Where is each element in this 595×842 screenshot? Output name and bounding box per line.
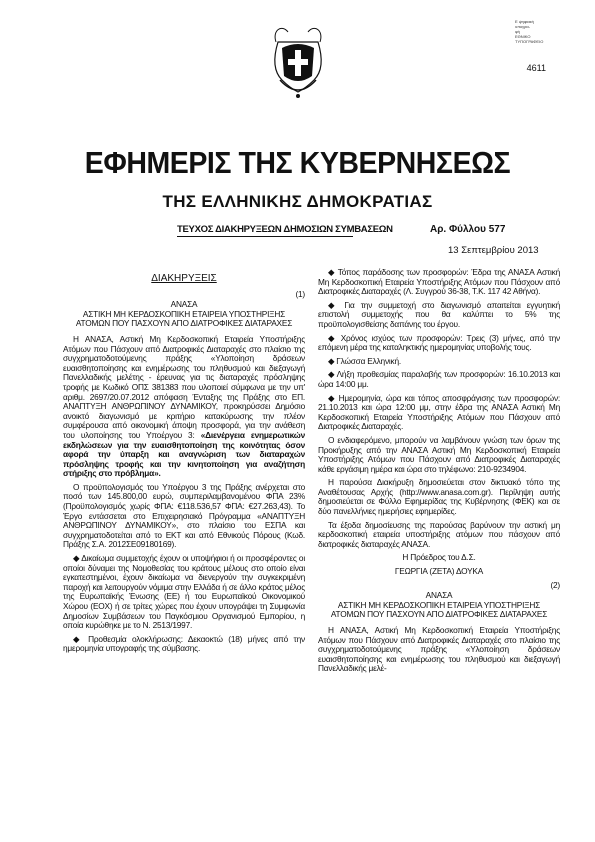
sheet-number: Αρ. Φύλλου 577 [430,224,506,235]
notice-number: (2) [550,579,560,590]
paragraph: Η ΑΝΑΣΑ, Αστική Μη Κερδοσκοπική Εταιρεία Υποστήριξης Ατόμων που Πάσχουν από Διατροφικές Διαταραχές στο πλαίσιο της συγχρηματοδοτούμενης πράξης «Υλοποίηση δράσεων ευαισθητοποίησης και ενημέρωσης του πληθυσμού και διεξαγωγή Πανελλαδικής μελέ- [318,625,560,674]
paragraph: ◆ Για την συμμετοχή στο διαγωνισμό απαιτείται εγγυητική επιστολή συμμετοχής που θα καλύπτει το 5% της προϋπολογισθείσης δαπάνης του έργου. [318,299,560,329]
issue-date: 13 Σεπτεμβρίου 2013 [448,245,539,256]
paragraph: ◆ Λήξη προθεσμίας παραλαβής των προσφορών: 16.10.2013 και ώρα 14:00 μμ. [318,369,560,389]
paragraph-text: Η ΑΝΑΣΑ, Αστική Μη Κερδοσκοπική Εταιρεία Υποστήριξης Ατόμων που Πάσχουν από Διατροφικές Διαταραχές στο πλαίσιο της συγχρηματοδοτούμενης πράξης «Υλοποίηση δράσεων ευαισθητοποίησης και ενημέρωσης του πληθυσμού και διεξαγωγή Πανελλαδικής μελέτης - έρευνας για τις διαταραχές πρόσληψης τροφής με Κωδικό ΟΠΣ 381383 που υλοποιεί σύμφωνα με την υπ' αριθμ. 2697/20.07.2012 απόφαση Ένταξης της Πράξης στο ΕΠ. ΑΝΑΠΤΥΞΗ ΑΝΘΡΩΠΙΝΟΥ ΔΥΝΑΜΙΚΟΥ, προκηρύσσει Δημόσιο ανοικτό διαγωνισμό με κριτήριο κατακύρωσης την πλέον συμφέρουσα από οικονομική άποψη προσφορά, για την ανάθεση του υλοποίησης του Υποέργου 3: [63,333,305,440]
paragraph: ◆ Προθεσμία ολοκλήρωσης: Δεκαοκτώ (18) μήνες από την ημερομηνία υπογραφής της σύμβασης. [63,633,305,654]
signature-name: ΓΕΩΡΓΙΑ (ΖΕΤΑ) ΔΟΥΚΑ [394,566,484,577]
org-name: ΑΝΑΣΑ [170,299,198,310]
signature-title: Η Πρόεδρος του Δ.Σ. [402,552,476,563]
org-fullname-1: ΑΣΤΙΚΗ ΜΗ ΚΕΡΔΟΣΚΟΠΙΚΗ ΕΤΑΙΡΕΙΑ ΥΠΟΣΤΗΡΙΞΗΣ [337,599,541,610]
left-column [63,268,305,658]
digital-signature-stamp [515,19,555,44]
paragraph: ◆ Γλώσσα Ελληνική. [328,355,402,366]
paragraph: ◆ Χρόνος ισχύος των προσφορών: Τρεις (3) μήνες, από την επόμενη μέρα της καταληκτικής ημερομηνίας υποβολής τους. [318,332,560,353]
stamp-line: ΕΘΝΙΚΟ [515,34,531,39]
series-underline [177,236,353,237]
page-number: 4611 [526,63,546,73]
section-heading: ΔΙΑΚΗΡΥΞΕΙΣ [151,273,217,284]
issue-series: ΤΕΥΧΟΣ ΔΙΑΚΗΡΥΞΕΩΝ ΔΗΜΟΣΙΩΝ ΣΥΜΒΑΣΕΩΝ [177,224,393,235]
stamp-line: φή [515,29,520,34]
paragraph: Ο προϋπολογισμός του Υποέργου 3 της Πράξης ανέρχεται στο ποσό των 145.800,00 ευρώ, συμπεριλαμβανομένου ΦΠΑ 23% (Προϋπολογισμός χωρίς ΦΠΑ: €118.536,57 ΦΠΑ: €27.263,43). Το Έργο εντάσσεται στο Επιχειρησιακό Πρόγραμμα «ΑΝΑΠΤΥΞΗ ΑΝΘΡΩΠΙΝΟΥ ΔΥΝΑΜΙΚΟΥ», στο πλαίσιο του ΕΣΠΑ και συγχρηματοδοτείται από το ΕΚΤ και από Εθνικούς Πόρους (Κωδ. Πράξης Σ.Α. 2012ΣΕ09180169). [63,481,305,550]
gazette-subtitle: ΤΗΣ ΕΛΛΗΝΙΚΗΣ ΔΗΜΟΚΡΑΤΙΑΣ [162,192,433,211]
paragraph: Ο ενδιαφερόμενο, μπορούν να λαμβάνουν γνώση των όρων της Προκήρυξης από την ΑΝΑΣΑ Αστική Μη Κερδοσκοπική Εταιρεία Υποστήριξης Ατόμων που Πάσχουν από Διατροφικές Διαταραχές κάθε εργάσιμη ημέρα και ώρα στο τηλέφωνο: 210-9234904. [318,434,560,474]
org-fullname-2: ΑΤΟΜΩΝ ΠΟΥ ΠΑΣΧΟΥΝ ΑΠΟ ΔΙΑΤΡΟΦΙΚΕΣ ΔΙΑΤΑΡΑΧΕΣ [330,609,548,620]
paragraph: ◆ Τόπος παράδοσης των προσφορών: Έδρα της ΑΝΑΣΑ Αστική Μη Κερδοσκοπική Εταιρεία Υποστήριξης Ατόμων που Πάσχουν από Διατροφικές Διαταραχές (Λ. Συγγρού 36-38, Τ.Κ. 117 42 Αθήνα). [318,267,560,297]
org-fullname-2: ΑΤΟΜΩΝ ΠΟΥ ΠΑΣΧΟΥΝ ΑΠΟ ΔΙΑΤΡΟΦΙΚΕΣ ΔΙΑΤΑΡΑΧΕΣ [75,318,293,329]
stamp-line: υπογρα- [515,24,531,29]
paragraph: Τα έξοδα δημοσίευσης της παρούσας βαρύνουν την αστική μη κερδοσκοπική εταιρεία υποστήριξης ατόμων που πάσχουν από διατροφικές διαταραχές ΑΝΑΣΑ. [318,519,560,549]
paragraph: Η παρούσα Διακήρυξη δημοσιεύεται στον δικτυακό τόπο της Αναθέτουσας Αρχής (http://www.anasa.com.gr). Περίληψη αυτής δημοσιεύεται σε Φύλλο Εφημερίδας της Κυβέρνησης (ΦΕΚ) και σε δύο πανελλήνιες ημερήσιες εφημερίδες. [318,477,560,517]
paragraph: ◆ Ημερομηνία, ώρα και τόπος αποσφράγισης των προσφορών: 21.10.2013 και ώρα 12:00 μμ, στην έδρα της ΑΝΑΣΑ Αστική Μη Κερδοσκοπική Εταιρεία Υποστήριξης Ατόμων που Πάσχουν από Διατροφικές Διαταραχές. [318,392,560,432]
org-name: ΑΝΑΣΑ [425,590,453,601]
right-column [318,268,560,678]
gazette-title: ΕΦΗΜΕΡΙΣ ΤΗΣ ΚΥΒΕΡΝΗΣΕΩΣ [84,145,511,180]
stamp-line: ΤΥΠΟΓΡΑΦΕΙΟ [515,39,544,44]
notice-number: (1) [295,288,305,299]
greek-coat-of-arms-icon [268,18,328,100]
stamp-line: Ε ψηφιακή [515,19,534,24]
paragraph-bold-text: «Διενέργεια ενημερωτικών εκδηλώσεων για την ευαισθητοποίηση της κοινότητας όσον αφορά την ύπαρξη και αναγνώριση των διαταραχών πρόσληψης τροφής και την κινητοποίηση για αναζήτηση στήριξης στο πρόβλημα». [63,429,305,479]
org-fullname-1: ΑΣΤΙΚΗ ΜΗ ΚΕΡΔΟΣΚΟΠΙΚΗ ΕΤΑΙΡΕΙΑ ΥΠΟΣΤΗΡΙΞΗΣ [82,308,286,319]
paragraph: ◆ Δικαίωμα συμμετοχής έχουν οι υποψήφιοι ή οι προσφέροντες οι οποίοι δύναμει της Νομοθεσίας του κράτους μέλους στο οποίο είναι εγκατεστημένοι, έχουν δικαίωμα να διενεργούν την συγκεκριμένη παροχή και λειτουργούν νόμιμα στην Ελλάδα ή σε άλλο κράτος μέλος της Ευρωπαϊκής Ένωσης (ΕΕ) ή του Ευρωπαϊκού Οικονομικού Χώρου (ΕΟΧ) ή σε τρίτες χώρες που έχουν υπογράψει τη Συμφωνία Δημοσίων Συμβάσεων του Παγκόσμιου Οργανισμού Εμπορίου, η οποία κυρώθηκε με το Ν. 2513/1997. [63,553,305,631]
paragraph [63,335,305,479]
